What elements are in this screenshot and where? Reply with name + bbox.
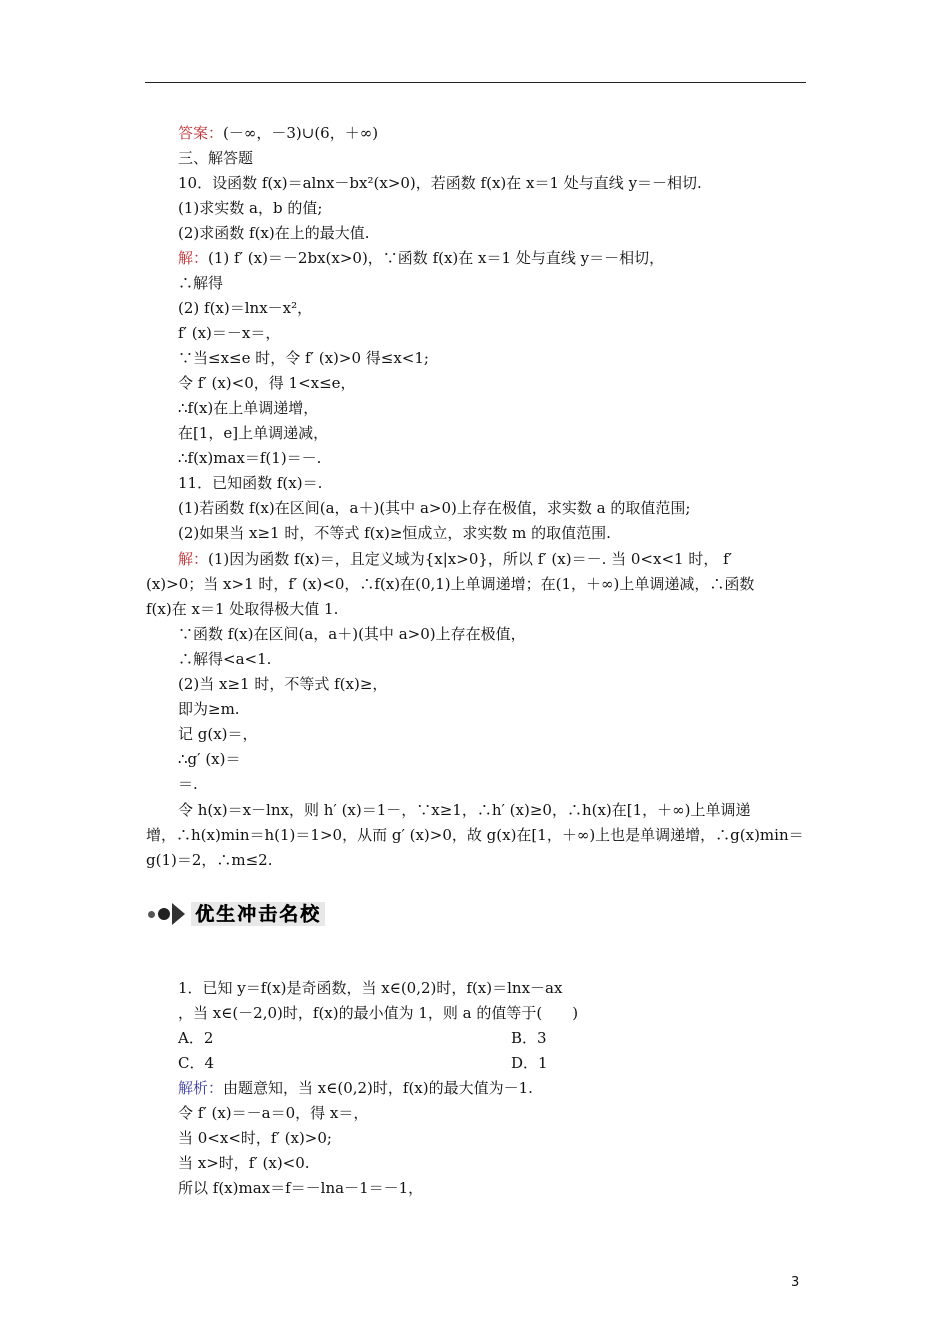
problem-10-part-2: (2)求函数 f(x)在上的最大值. bbox=[178, 224, 370, 242]
solution-line: ∴f(x)max＝f(1)＝－. bbox=[178, 449, 322, 467]
problem-10: 10．设函数 f(x)＝alnx－bx²(x>0)，若函数 f(x)在 x＝1 处与直线 y＝－相切. bbox=[178, 174, 702, 192]
arrow-icon bbox=[172, 903, 185, 925]
answer-line: 答案：(－∞，－3)∪(6，＋∞) bbox=[178, 124, 379, 142]
solution-line: ∴g′ (x)＝ bbox=[178, 750, 241, 768]
analysis-line: 令 f′ (x)＝－a＝0，得 x＝， bbox=[178, 1104, 369, 1122]
problem-1-cont: ，当 x∈(－2,0)时，f(x)的最小值为 1，则 a 的值等于( ) bbox=[178, 1004, 579, 1022]
solution-line: ∵当≤x≤e 时，令 f′ (x)>0 得≤x<1; bbox=[178, 349, 429, 367]
section-title: 优生冲击名校 bbox=[191, 902, 325, 926]
solution-line: ∵函数 f(x)在区间(a，a＋)(其中 a>0)上存在极值， bbox=[178, 625, 526, 643]
solution-line: 在[1，e]上单调递减， bbox=[178, 424, 329, 442]
solution-line: f(x)在 x＝1 处取得极大值 1. bbox=[146, 600, 339, 618]
header-rule bbox=[145, 82, 806, 83]
analysis-line: 所以 f(x)max＝f＝－lna－1＝－1， bbox=[178, 1179, 424, 1197]
analysis-line: 当 0<x<时，f′ (x)>0; bbox=[178, 1129, 332, 1147]
problem-1: 1．已知 y＝f(x)是奇函数，当 x∈(0,2)时，f(x)＝lnx－ax bbox=[178, 979, 563, 997]
solution-line: ∴解得<a<1. bbox=[178, 650, 272, 668]
solution-line: 增，∴h(x)min＝h(1)＝1>0，从而 g′ (x)>0，故 g(x)在[1，＋∞)上也是单调递增，∴g(x)min＝ bbox=[146, 826, 804, 844]
option-c: C．4 bbox=[178, 1054, 215, 1072]
solution-line: (x)>0；当 x>1 时，f′ (x)<0，∴f(x)在(0,1)上单调递增；在(1，＋∞)上单调递减，∴函数 bbox=[146, 575, 755, 593]
solution-line: f′ (x)＝－x＝， bbox=[178, 324, 281, 342]
dot-icon bbox=[158, 908, 170, 920]
solution-line: 令 f′ (x)<0，得 1<x≤e， bbox=[178, 374, 356, 392]
solution-line: (2)当 x≥1 时，不等式 f(x)≥， bbox=[178, 675, 388, 693]
problem-10-part-1: (1)求实数 a，b 的值; bbox=[178, 199, 323, 217]
analysis-line: 解析：由题意知，当 x∈(0,2)时，f(x)的最大值为－1. bbox=[178, 1079, 533, 1097]
solution-10-line: 解：(1) f′ (x)＝－2bx(x>0)，∵函数 f(x)在 x＝1 处与直线 y＝－相切， bbox=[178, 249, 665, 267]
option-a: A．2 bbox=[178, 1029, 214, 1047]
option-b: B．3 bbox=[511, 1029, 547, 1047]
section-banner bbox=[148, 902, 325, 926]
solution-line: 令 h(x)＝x－lnx，则 h′ (x)＝1－，∵x≥1，∴h′ (x)≥0，∴h(x)在[1，＋∞)上单调递 bbox=[178, 801, 751, 819]
solution-line: ∴f(x)在上单调递增， bbox=[178, 399, 319, 417]
problem-11-part-2: (2)如果当 x≥1 时，不等式 f(x)≥恒成立，求实数 m 的取值范围. bbox=[178, 524, 611, 542]
page-number: 3 bbox=[791, 1275, 800, 1290]
solution-line: (2) f(x)＝lnx－x²， bbox=[178, 299, 313, 317]
solution-line: 即为≥m. bbox=[178, 700, 240, 718]
solution-line: 记 g(x)＝， bbox=[178, 725, 258, 743]
section-heading: 三、解答题 bbox=[178, 149, 254, 167]
problem-11: 11．已知函数 f(x)＝. bbox=[178, 474, 323, 492]
dot-icon bbox=[148, 911, 155, 918]
option-d: D．1 bbox=[511, 1054, 548, 1072]
problem-11-part-1: (1)若函数 f(x)在区间(a，a＋)(其中 a>0)上存在极值，求实数 a 的取值范围; bbox=[178, 499, 691, 517]
solution-line: ∴解得 bbox=[178, 274, 224, 292]
solution-line: g(1)＝2，∴m≤2. bbox=[146, 851, 273, 869]
analysis-line: 当 x>时，f′ (x)<0. bbox=[178, 1154, 310, 1172]
solution-11-line: 解：(1)因为函数 f(x)＝，且定义域为{x|x>0}，所以 f′ (x)＝－. 当 0<x<1 时， f′ bbox=[178, 550, 733, 568]
solution-line: ＝. bbox=[178, 775, 198, 793]
